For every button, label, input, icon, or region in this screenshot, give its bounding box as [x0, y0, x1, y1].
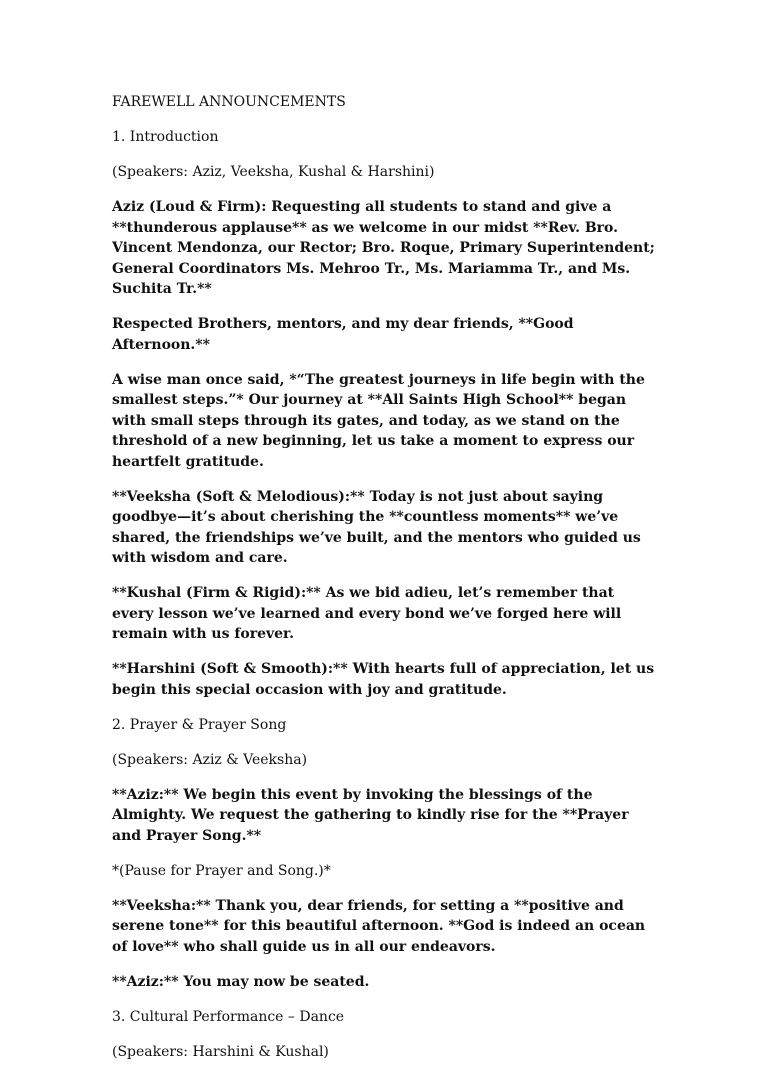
paragraph-kushal: **Kushal (Firm & Rigid):** As we bid adieu, let’s remember that every lesson we’ve learned and every bond we’ve forged here will remain with us forever. [112, 585, 622, 642]
paragraph-quote: A wise man once said, *“The greatest journeys in life begin with the smallest steps.”* Our journey at **All Saints High School** began with small steps through its gates, and today, as we stand on the threshold of a new beginning, let us take a moment to express our heartfelt gratitude. [112, 371, 645, 470]
paragraph-greeting: Respected Brothers, mentors, and my dear friends, **Good Afternoon.** [112, 316, 574, 353]
speakers-note: (Speakers: Aziz, Veeksha, Kushal & Harshini) [112, 164, 435, 180]
section-heading-dance: 3. Cultural Performance – Dance [112, 1008, 345, 1025]
stage-direction: *(Pause for Prayer and Song.)* [112, 862, 331, 879]
section-heading-introduction: 1. Introduction [112, 129, 219, 145]
speakers-note: (Speakers: Aziz & Veeksha) [112, 751, 308, 768]
paragraph-harshini: **Harshini (Soft & Smooth):** With hearts full of appreciation, let us begin this special occasion with joy and gratitude. [112, 661, 655, 698]
section-heading-prayer: 2. Prayer & Prayer Song [112, 716, 287, 733]
paragraph-aziz-welcome: Aziz (Loud & Firm): Requesting all students to stand and give a **thunderous applause** as we welcome in our midst **Rev. Bro. Vincent Mendonza, our Rector; Bro. Roque, Primary Superintendent; General Coordinators Ms. Mehroo Tr., Ms. Mariamma Tr., and Ms. Suchita Tr.** [112, 199, 655, 297]
speakers-note: (Speakers: Harshini & Kushal) [112, 1043, 329, 1060]
paragraph-veeksha-thanks: **Veeksha:** Thank you, dear friends, for setting a **positive and serene tone** for this beautiful afternoon. **God is indeed an ocean of love** who shall guide us in all our endeavors. [112, 897, 646, 955]
document-title: FAREWELL ANNOUNCEMENTS [112, 94, 346, 110]
paragraph-aziz-prayer: **Aziz:** We begin this event by invoking the blessings of the Almighty. We request the gathering to kindly rise for the **Prayer and Prayer Song.** [112, 786, 629, 844]
document-body [112, 92, 657, 1077]
paragraph-veeksha: **Veeksha (Soft & Melodious):** Today is not just about saying goodbye—it’s about cherishing the **countless moments** we’ve shared, the friendships we’ve built, and the mentors who guided us with wisdom and care. [112, 488, 641, 566]
paragraph-aziz-seated: **Aziz:** You may now be seated. [112, 973, 370, 990]
